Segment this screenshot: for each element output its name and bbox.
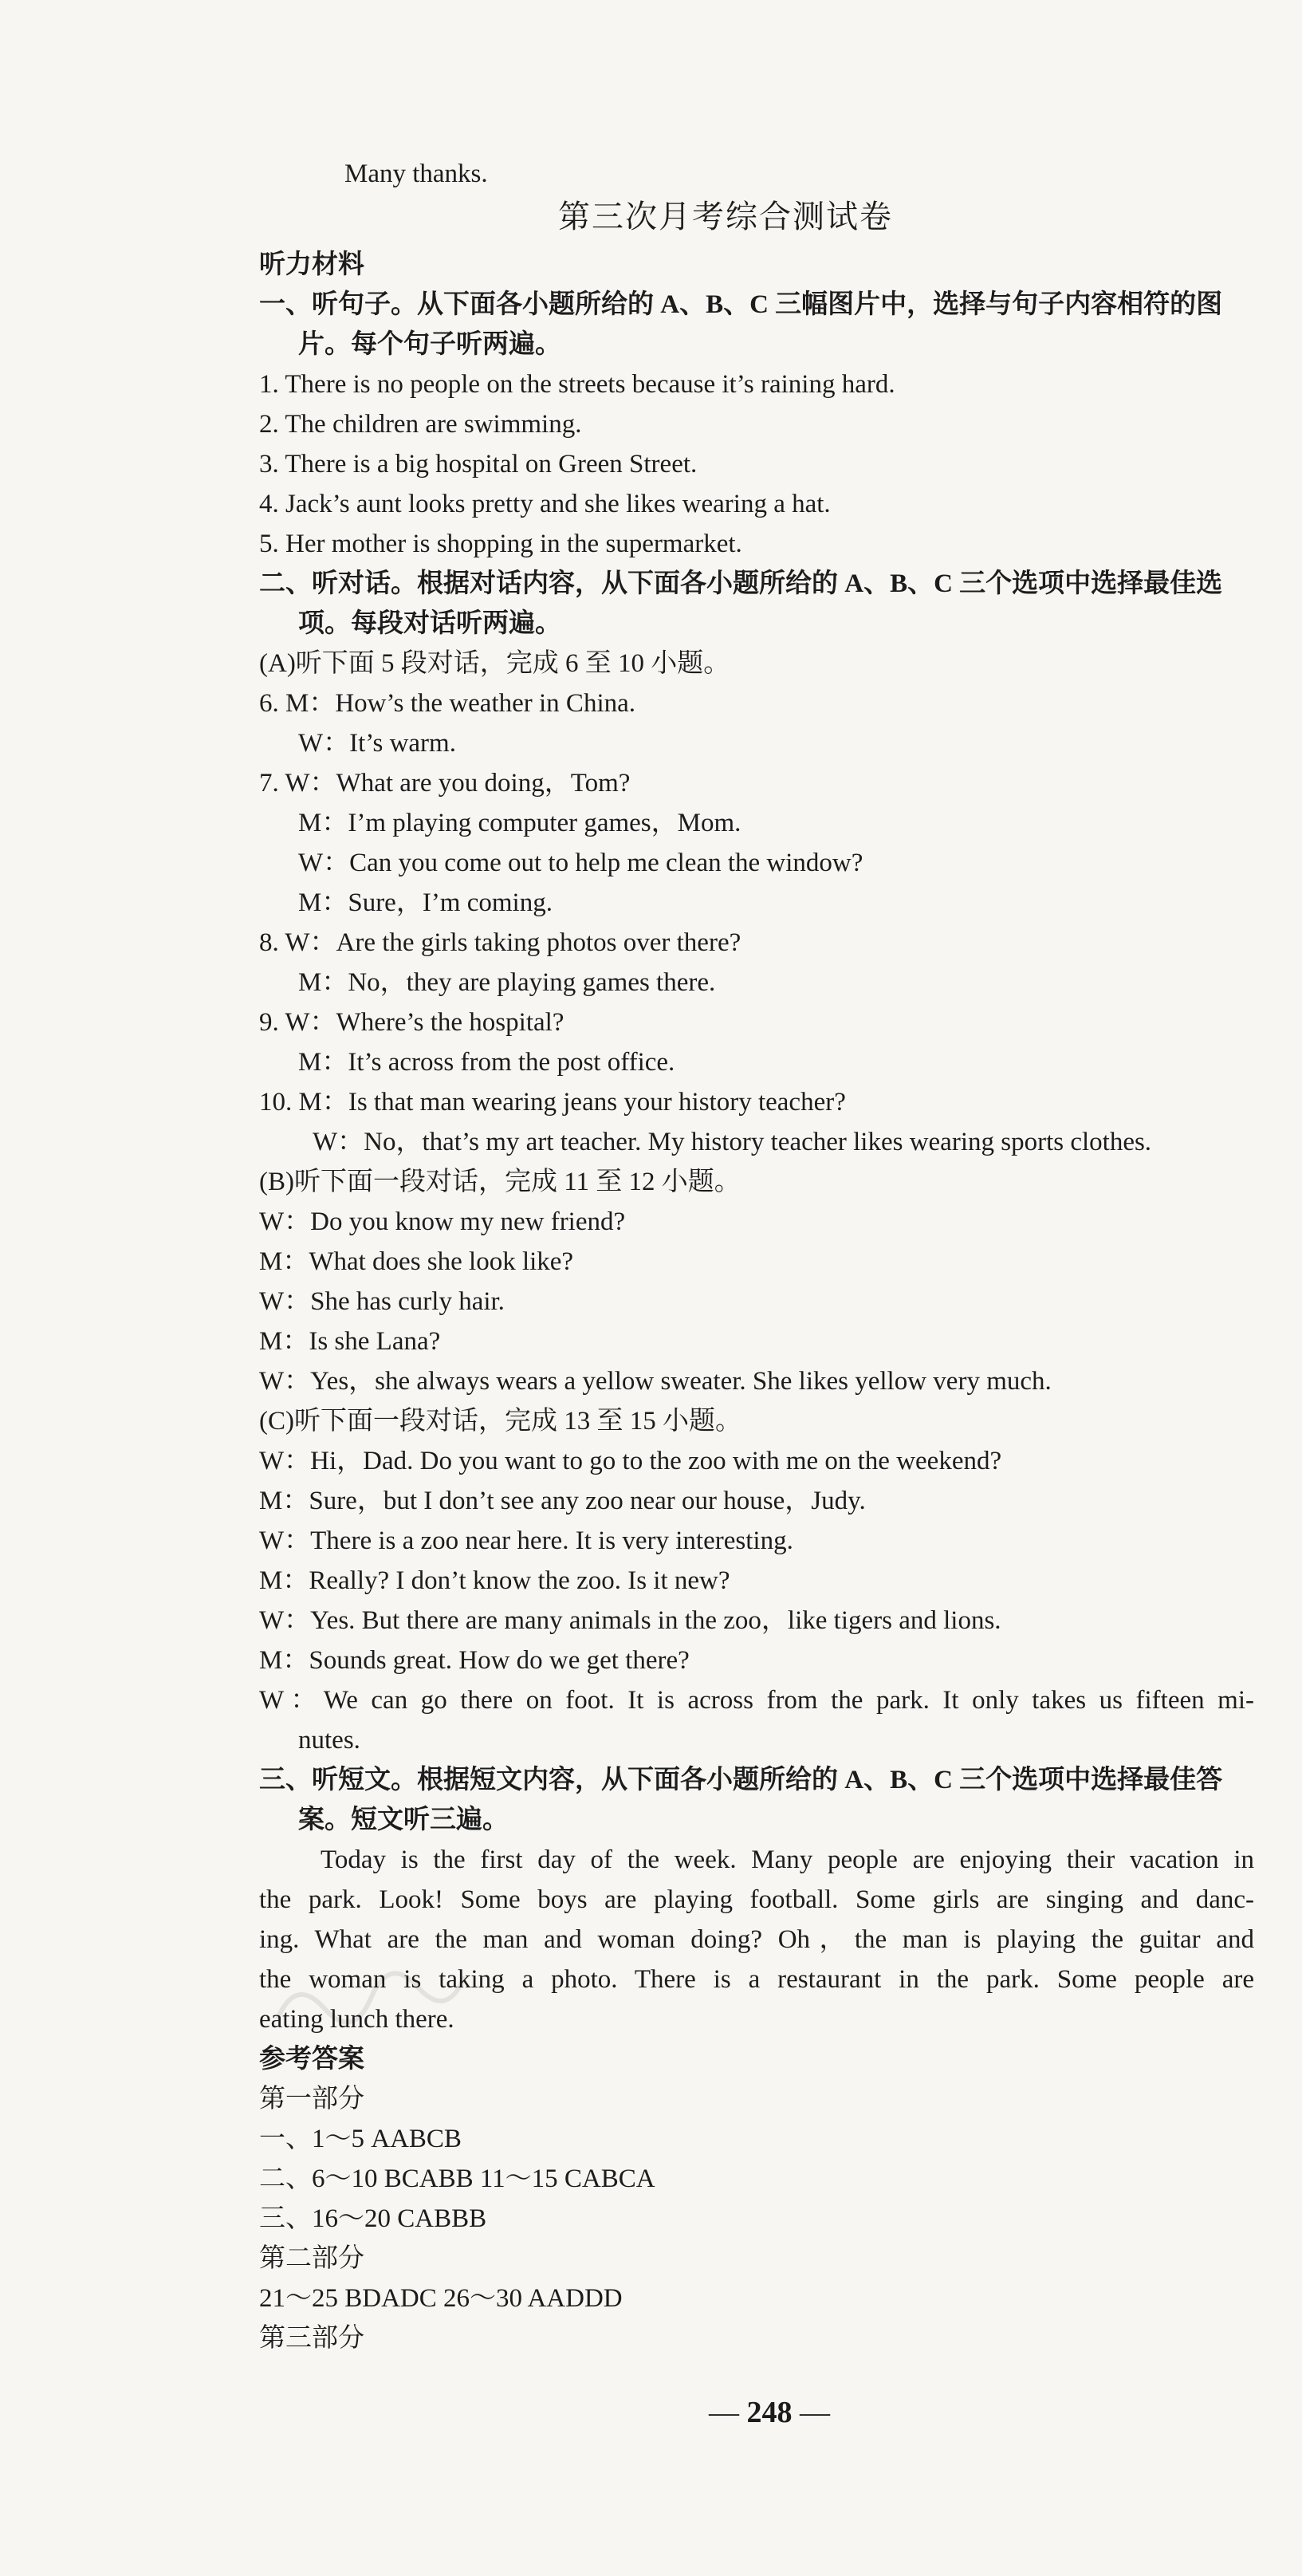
dialogue-line: M：Sounds great. How do we get there? xyxy=(259,1646,690,1675)
dialogue-line: W：We can go there on foot. It is across from the park. It only takes us fifteen mi- xyxy=(259,1686,1254,1715)
dialogue-line: 6. M：How’s the weather in China. xyxy=(259,689,636,718)
page-number-dash-right: — xyxy=(792,2396,830,2429)
page-number xyxy=(686,2395,853,2430)
dialogue-line: M：I’m playing computer games，Mom. xyxy=(298,809,741,837)
page-number-value: 248 xyxy=(746,2396,793,2429)
list-item: 4. Jack’s aunt looks pretty and she likes wearing a hat. xyxy=(259,490,831,518)
section-c-instruction: (C)听下面一段对话，完成 13 至 15 小题。 xyxy=(259,1407,741,1436)
dialogue-line: W：She has curly hair. xyxy=(259,1287,505,1316)
dialogue-line: 8. W：Are the girls taking photos over there? xyxy=(259,928,741,957)
dialogue-line: M：What does she look like? xyxy=(259,1247,574,1276)
dialogue-line: W：Can you come out to help me clean the window? xyxy=(298,849,863,877)
answer-line: 一、1～5 AABCB xyxy=(259,2125,462,2153)
dialogue-line: 10. M：Is that man wearing jeans your history teacher? xyxy=(259,1088,846,1117)
dialogue-line: M：It’s across from the post office. xyxy=(298,1048,675,1077)
part2-heading-2: 项。每段对话听两遍。 xyxy=(298,609,561,638)
dialogue-line: M：No，they are playing games there. xyxy=(298,968,716,997)
dialogue-line: W：No，that’s my art teacher. My history teacher likes wearing sports clothes. xyxy=(313,1128,1152,1156)
dialogue-line: M：Is she Lana? xyxy=(259,1327,441,1356)
section-b-instruction: (B)听下面一段对话，完成 11 至 12 小题。 xyxy=(259,1168,741,1196)
list-item: 3. There is a big hospital on Green Street. xyxy=(259,450,698,479)
list-item: 5. Her mother is shopping in the supermarket. xyxy=(259,530,742,558)
dialogue-line: 7. W：What are you doing，Tom? xyxy=(259,769,631,798)
list-item: 2. The children are swimming. xyxy=(259,410,582,439)
page-number-dash-left: — xyxy=(709,2396,747,2429)
passage-line: eating lunch there. xyxy=(259,2005,454,2034)
passage-line: the park. Look! Some boys are playing football. Some girls are singing and danc- xyxy=(259,1885,1254,1914)
dialogue-line: W：Yes，she always wears a yellow sweater. She likes yellow very much. xyxy=(259,1367,1052,1396)
part1-heading-2: 片。每个句子听两遍。 xyxy=(298,330,561,359)
page-title: 第三次月考综合测试卷 xyxy=(558,199,893,234)
answers-part-one: 第一部分 xyxy=(259,2085,364,2113)
part3-heading-1: 三、听短文。根据短文内容，从下面各小题所给的 A、B、C 三个选项中选择最佳答 xyxy=(259,1766,1223,1794)
watermark-icon xyxy=(263,1944,478,2035)
answer-line: 21～25 BDADC 26～30 AADDD xyxy=(259,2284,623,2313)
dialogue-line: 9. W：Where’s the hospital? xyxy=(259,1008,564,1037)
passage-line: Today is the first day of the week. Many people are enjoying their vacation in xyxy=(321,1845,1254,1874)
dialogue-line: W：Do you know my new friend? xyxy=(259,1207,626,1236)
part3-heading-2: 案。短文听三遍。 xyxy=(298,1806,509,1834)
dialogue-line: M：Sure，I’m coming. xyxy=(298,888,553,917)
intro-line: Many thanks. xyxy=(344,160,488,188)
dialogue-line: M：Sure，but I don’t see any zoo near our house，Judy. xyxy=(259,1487,866,1515)
dialogue-line: W：Yes. But there are many animals in the zoo，like tigers and lions. xyxy=(259,1606,1001,1635)
dialogue-line: nutes. xyxy=(298,1726,360,1755)
passage-line: the woman is taking a photo. There is a restaurant in the park. Some people are xyxy=(259,1965,1254,1994)
answers-part-two: 第二部分 xyxy=(259,2244,364,2273)
answer-line: 三、16～20 CABBB xyxy=(259,2204,487,2233)
dialogue-line: W：Hi，Dad. Do you want to go to the zoo with me on the weekend? xyxy=(259,1447,1002,1475)
answer-line: 二、6～10 BCABB 11～15 CABCA xyxy=(259,2164,655,2193)
dialogue-line: W：It’s warm. xyxy=(298,729,456,758)
answers-part-three: 第三部分 xyxy=(259,2324,364,2353)
dialogue-line: W：There is a zoo near here. It is very interesting. xyxy=(259,1526,793,1555)
part2-heading-1: 二、听对话。根据对话内容，从下面各小题所给的 A、B、C 三个选项中选择最佳选 xyxy=(259,569,1223,598)
section-a-instruction: (A)听下面 5 段对话，完成 6 至 10 小题。 xyxy=(259,649,730,678)
dialogue-line: M：Really? I don’t know the zoo. Is it new? xyxy=(259,1566,730,1595)
answers-heading: 参考答案 xyxy=(259,2045,364,2074)
list-item: 1. There is no people on the streets because it’s raining hard. xyxy=(259,370,895,399)
listening-heading: 听力材料 xyxy=(259,250,364,279)
part1-heading-1: 一、听句子。从下面各小题所给的 A、B、C 三幅图片中，选择与句子内容相符的图 xyxy=(259,290,1223,319)
passage-line: ing. What are the man and woman doing? Oh，the man is playing the guitar and xyxy=(259,1925,1254,1954)
